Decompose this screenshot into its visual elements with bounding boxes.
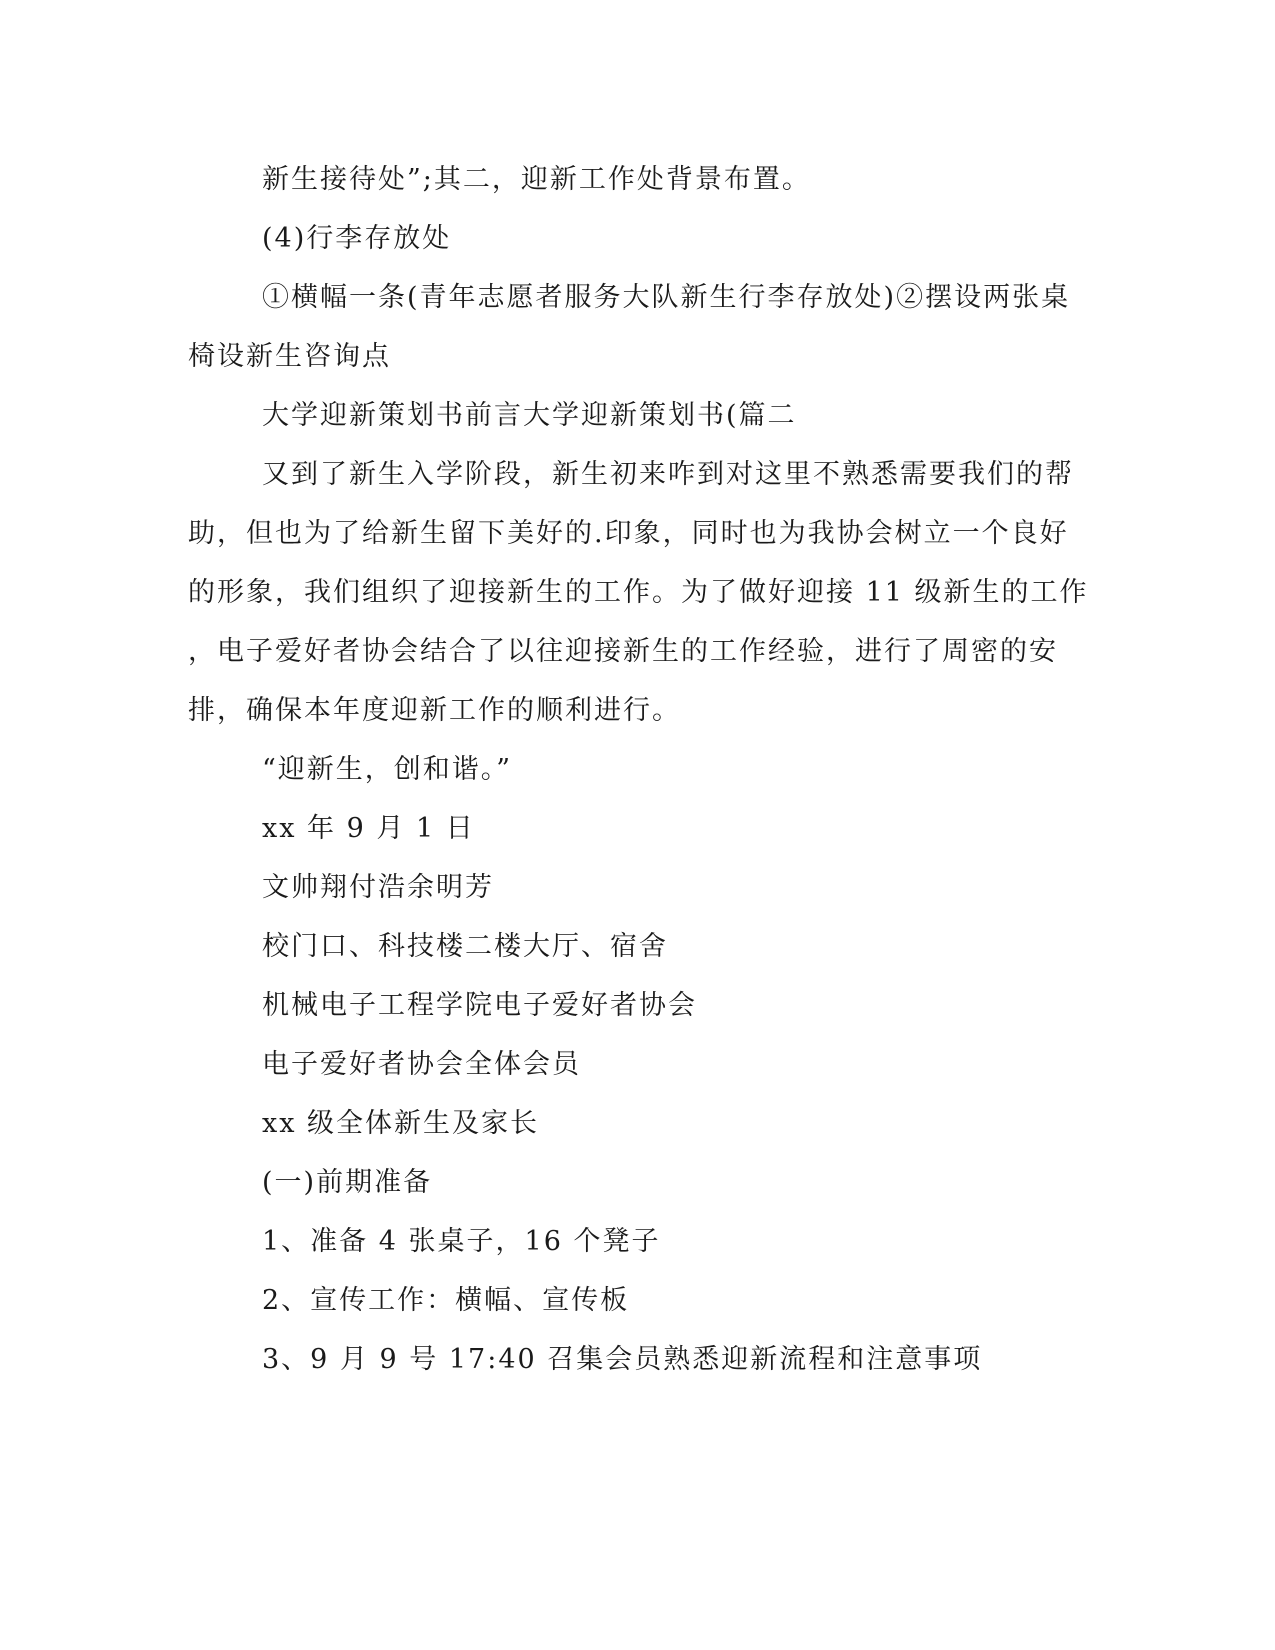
text-line: 文帅翔付浩余明芳 (262, 872, 494, 903)
text-line: 校门口、科技楼二楼大厅、宿舍 (262, 931, 668, 962)
text-line: 排，确保本年度迎新工作的顺利进行。 (188, 695, 681, 726)
text-line: 大学迎新策划书前言大学迎新策划书(篇二 (262, 400, 797, 431)
text-line: xx 年 9 月 1 日 (262, 813, 475, 844)
text-line: 2、宣传工作：横幅、宣传板 (262, 1285, 630, 1316)
text-line: ①横幅一条(青年志愿者服务大队新生行李存放处)②摆设两张桌 (262, 282, 1071, 313)
text-line: 电子爱好者协会全体会员 (262, 1049, 581, 1080)
text-line: 3、9 月 9 号 17:40 召集会员熟悉迎新流程和注意事项 (262, 1344, 983, 1375)
text-line: xx 级全体新生及家长 (262, 1108, 540, 1139)
text-line: 椅设新生咨询点 (188, 341, 391, 372)
text-line: (4)行李存放处 (262, 223, 452, 254)
text-line: 的形象，我们组织了迎接新生的工作。为了做好迎接 11 级新生的工作 (188, 577, 1089, 608)
text-line: 1、准备 4 张桌子，16 个凳子 (262, 1226, 661, 1257)
text-line: ，电子爱好者协会结合了以往迎接新生的工作经验，进行了周密的安 (188, 636, 1058, 667)
text-line: 新生接待处”;其二，迎新工作处背景布置。 (262, 164, 811, 195)
text-line: “迎新生，创和谐。” (262, 754, 513, 785)
text-line: 又到了新生入学阶段，新生初来咋到对这里不熟悉需要我们的帮 (262, 459, 1074, 490)
text-line: (一)前期准备 (262, 1167, 433, 1198)
text-line: 机械电子工程学院电子爱好者协会 (262, 990, 697, 1021)
text-line: 助，但也为了给新生留下美好的.印象，同时也为我协会树立一个良好 (188, 518, 1069, 549)
